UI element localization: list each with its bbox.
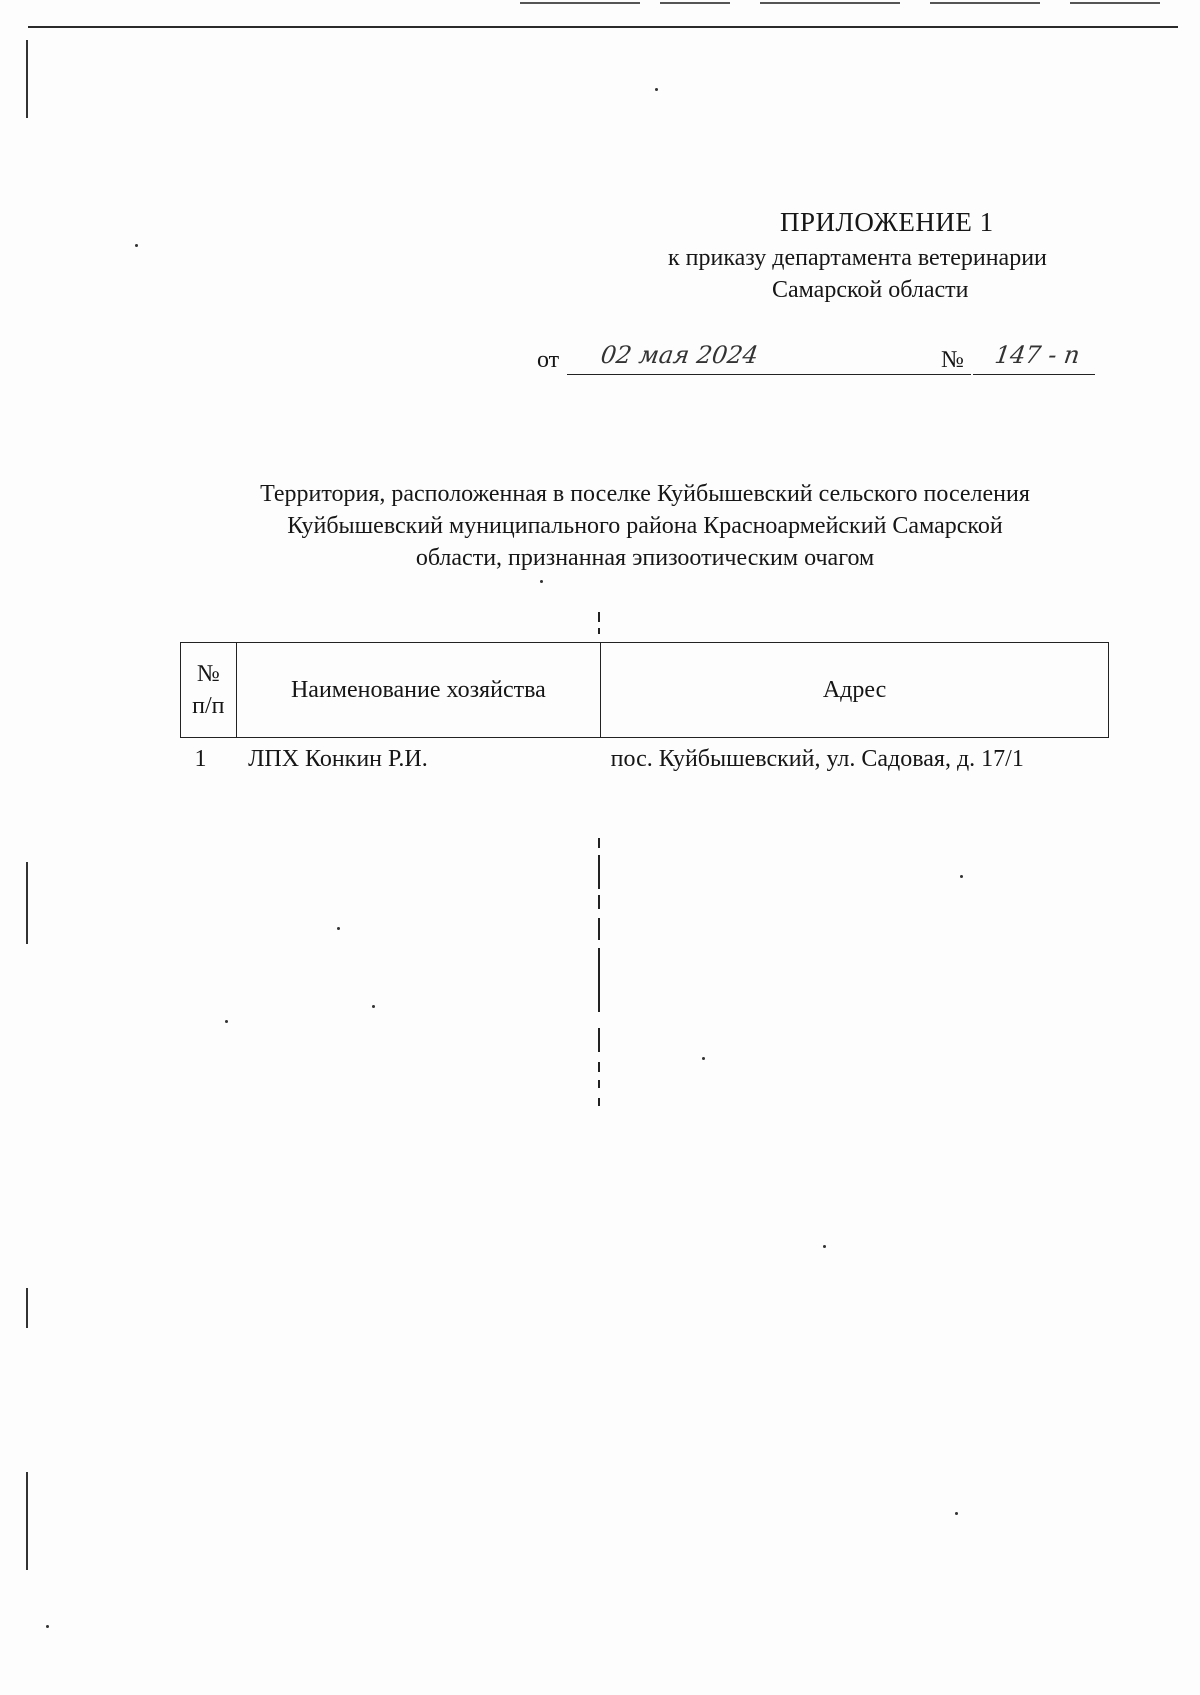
scan-artifact <box>660 2 730 4</box>
handwritten-number: 147 - п <box>993 341 1082 369</box>
scan-artifact <box>135 244 138 247</box>
order-reference: к приказу департамента ветеринарии <box>668 245 1047 271</box>
scan-artifact <box>225 1020 228 1023</box>
appendix-title: ПРИЛОЖЕНИЕ 1 <box>780 207 994 237</box>
scan-artifact <box>598 628 600 634</box>
scan-artifact <box>598 1062 600 1072</box>
scan-artifact <box>598 1028 600 1052</box>
scan-artifact <box>760 2 900 4</box>
farms-table <box>180 642 1109 773</box>
scan-artifact <box>598 1080 600 1088</box>
scan-artifact <box>930 2 1040 4</box>
farm-address: пос. Куйбышевский, ул. Садовая, д. 17/1 <box>610 746 1024 772</box>
row-number: 1 <box>194 746 207 772</box>
scan-artifact <box>702 1057 705 1060</box>
scan-artifact <box>26 40 28 118</box>
scan-artifact <box>598 612 600 622</box>
farm-name: ЛПХ Конкин Р.И. <box>248 746 428 772</box>
scan-artifact <box>26 1288 28 1328</box>
subject-line: области, признанная эпизоотическим очагом <box>415 545 875 571</box>
scan-artifact <box>520 2 640 4</box>
scan-artifact <box>655 88 658 91</box>
column-header-address: Адрес <box>601 643 1109 738</box>
scan-artifact <box>372 1005 375 1008</box>
subject-line: Куйбышевский муниципального района Красноармейский Самарской <box>287 513 1003 539</box>
table-row <box>181 738 1109 774</box>
scan-artifact <box>26 1472 28 1570</box>
region-reference: Самарской области <box>772 277 969 303</box>
scan-artifact <box>960 875 963 878</box>
number-prefix-label: № <box>941 347 964 373</box>
date-prefix-label: от <box>537 347 560 373</box>
scan-artifact <box>955 1512 958 1515</box>
scan-artifact <box>598 895 600 909</box>
document-subject <box>180 478 1110 574</box>
table-header-row <box>181 643 1109 738</box>
subject-line: Территория, расположенная в поселке Куйбышевский сельского поселения <box>260 481 1030 507</box>
column-header-number-abbr: п/п <box>192 693 225 719</box>
scan-artifact <box>598 855 600 889</box>
scan-artifact <box>598 918 600 940</box>
scan-artifact <box>26 862 28 944</box>
number-underline <box>973 374 1095 375</box>
scan-artifact <box>598 838 600 848</box>
scan-artifact <box>598 1098 600 1106</box>
scan-artifact <box>1070 2 1160 4</box>
handwritten-date: 02 мая 2024 <box>599 341 760 369</box>
date-underline <box>567 374 971 375</box>
column-header-number <box>181 643 237 738</box>
scan-artifact <box>337 927 340 930</box>
scan-artifact <box>540 580 543 583</box>
scan-artifact <box>46 1625 49 1628</box>
order-date-number-row <box>537 343 1097 377</box>
scan-artifact <box>598 948 600 1012</box>
column-header-farm-name: Наименование хозяйства <box>236 643 601 738</box>
column-header-number-symbol: № <box>196 661 220 687</box>
scan-border-line <box>28 26 1178 28</box>
scan-artifact <box>823 1245 826 1248</box>
